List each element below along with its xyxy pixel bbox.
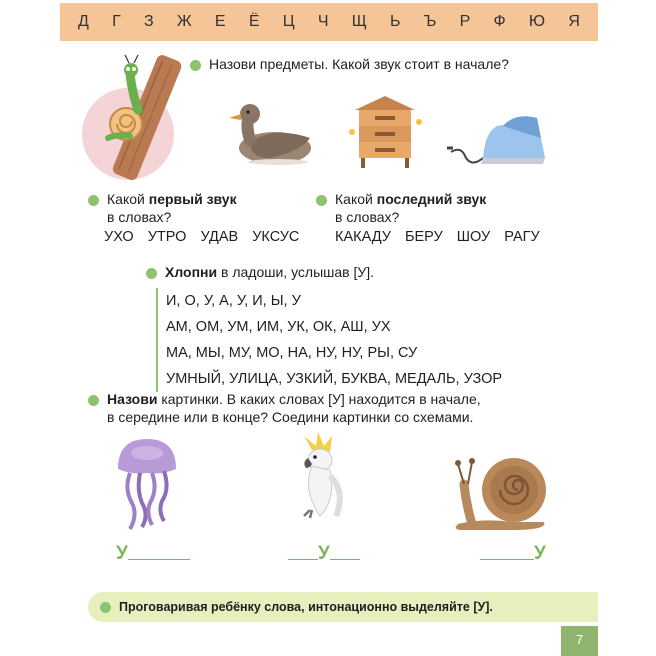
scheme-letter: У bbox=[534, 543, 546, 564]
letter-u-illustration bbox=[78, 52, 198, 182]
bullet-icon bbox=[88, 195, 99, 206]
word: УТРО bbox=[147, 229, 187, 245]
task3-text bbox=[316, 190, 486, 226]
bullet-icon bbox=[190, 60, 201, 71]
alphabet-letter: З bbox=[143, 13, 154, 30]
alphabet-letter: Ф bbox=[493, 13, 506, 30]
alphabet-letter: Е bbox=[214, 13, 226, 30]
alphabet-letter: Ю bbox=[528, 13, 546, 30]
clap-syllables bbox=[156, 288, 502, 392]
scheme-end[interactable] bbox=[480, 543, 546, 565]
clap-line: АМ, ОМ, УМ, ИМ, УК, ОК, АШ, УХ bbox=[166, 319, 391, 335]
word: УДАВ bbox=[200, 229, 239, 245]
task2-text bbox=[88, 190, 237, 226]
beehive-image bbox=[345, 92, 425, 172]
alphabet-letter: Ъ bbox=[423, 13, 437, 30]
scheme-line bbox=[330, 559, 360, 560]
workbook-page bbox=[60, 0, 598, 656]
scheme-line bbox=[480, 559, 534, 560]
scheme-middle[interactable] bbox=[288, 543, 360, 565]
word: УКСУС bbox=[252, 229, 300, 245]
scheme-letter: У bbox=[318, 543, 330, 564]
clap-line: МА, МЫ, МУ, МО, НА, НУ, НУ, РЫ, СУ bbox=[166, 345, 418, 361]
task3-words bbox=[335, 229, 550, 245]
task5-text bbox=[88, 390, 481, 426]
snail-image bbox=[452, 448, 552, 533]
alphabet-letter: Я bbox=[568, 13, 580, 30]
task2-bold: первый звук bbox=[148, 191, 237, 207]
task1-label: Назови предметы. Какой звук стоит в начале? bbox=[209, 56, 509, 72]
task2-suffix: в словах? bbox=[107, 209, 172, 225]
alphabet-letter: Ж bbox=[176, 13, 192, 30]
word: БЕРУ bbox=[404, 229, 443, 245]
alphabet-letter: Р bbox=[459, 13, 471, 30]
task4-rest: в ладоши, услышав [У]. bbox=[217, 264, 375, 280]
alphabet-letter: Г bbox=[112, 13, 121, 30]
bullet-icon bbox=[88, 395, 99, 406]
alphabet-letter: Д bbox=[78, 13, 89, 30]
scheme-letter: У bbox=[116, 543, 128, 564]
jellyfish-image bbox=[112, 435, 182, 535]
page-number: 7 bbox=[561, 626, 598, 656]
task3-prefix: Какой bbox=[335, 191, 377, 207]
bullet-icon bbox=[316, 195, 327, 206]
word: КАКАДУ bbox=[335, 229, 391, 245]
task2-prefix: Какой bbox=[107, 191, 149, 207]
bullet-icon bbox=[146, 268, 157, 279]
parent-note-text: Проговаривая ребёнку слова, интонационно выделяйте [У]. bbox=[119, 600, 493, 614]
scheme-start[interactable] bbox=[116, 543, 190, 565]
task5-bold: Назови bbox=[107, 391, 158, 407]
task2-words bbox=[104, 229, 309, 245]
scheme-line bbox=[128, 559, 190, 560]
word: ШОУ bbox=[456, 229, 491, 245]
task4-text bbox=[146, 263, 374, 281]
word: УХО bbox=[104, 229, 134, 245]
duck-image bbox=[220, 100, 320, 172]
alphabet-letter: Ь bbox=[389, 13, 401, 30]
task3-bold: последний звук bbox=[376, 191, 487, 207]
task4-bold: Хлопни bbox=[165, 264, 218, 280]
task5-line2: в середине или в конце? Соедини картинки со схемами. bbox=[107, 409, 474, 425]
iron-image bbox=[445, 108, 555, 170]
alphabet-letter: Щ bbox=[351, 13, 367, 30]
bullet-icon bbox=[100, 602, 111, 613]
task1-text bbox=[190, 55, 509, 73]
word: РАГУ bbox=[504, 229, 540, 245]
alphabet-letter: Ё bbox=[248, 13, 260, 30]
task5-line1: картинки. В каких словах [У] находится в начале, bbox=[157, 391, 481, 407]
cockatoo-image bbox=[290, 430, 360, 530]
alphabet-letter: Ц bbox=[282, 13, 295, 30]
scheme-line bbox=[288, 559, 318, 560]
alphabet-letter: Ч bbox=[317, 13, 329, 30]
clap-line: УМНЫЙ, УЛИЦА, УЗКИЙ, БУКВА, МЕДАЛЬ, УЗОР bbox=[166, 371, 503, 387]
parent-note bbox=[88, 592, 598, 622]
clap-line: И, О, У, А, У, И, Ы, У bbox=[166, 293, 301, 309]
task3-suffix: в словах? bbox=[335, 209, 400, 225]
alphabet-bar bbox=[60, 3, 598, 41]
